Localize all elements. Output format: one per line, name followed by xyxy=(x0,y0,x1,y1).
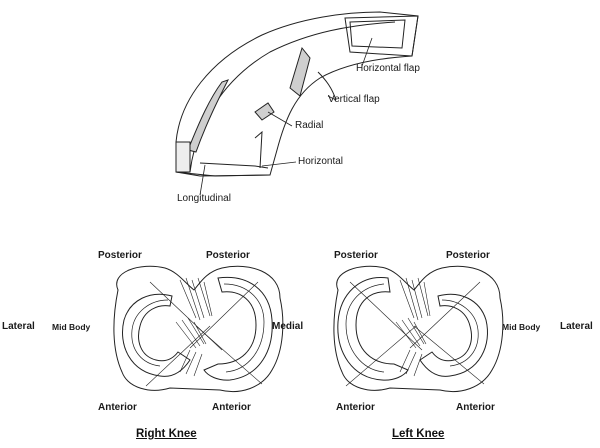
left-knee-anterior-right: Anterior xyxy=(456,402,495,413)
left-knee-title: Left Knee xyxy=(392,428,445,440)
right-knee-title: Right Knee xyxy=(136,428,197,440)
right-knee-posterior-left: Posterior xyxy=(98,250,142,261)
label-horizontal: Horizontal xyxy=(298,156,344,167)
left-knee-mid-body: Mid Body xyxy=(502,322,541,332)
label-radial: Radial xyxy=(295,120,324,131)
medial-meniscus xyxy=(338,277,408,380)
leader-horizontal xyxy=(262,162,296,166)
radial-tear-shape xyxy=(255,103,274,120)
right-knee-medial: Medial xyxy=(272,321,304,332)
right-knee-drawing xyxy=(114,266,283,391)
cross-section-face xyxy=(176,142,190,172)
right-knee-posterior-right: Posterior xyxy=(206,250,250,261)
label-vertical-flap: Vertical flap xyxy=(328,94,380,105)
left-knee-anterior-left: Anterior xyxy=(336,402,375,413)
left-knee-posterior-left: Posterior xyxy=(334,250,378,261)
label-longitudinal: Longitudinal xyxy=(177,193,231,204)
left-knee-drawing xyxy=(334,266,503,391)
horizontal-tear-shape xyxy=(200,163,268,168)
right-knee-mid-body: Mid Body xyxy=(52,322,91,332)
longitudinal-tear-shape xyxy=(188,80,228,152)
right-knee-lateral: Lateral xyxy=(2,321,35,332)
lateral-meniscus xyxy=(123,294,191,376)
left-knee-lateral: Lateral xyxy=(560,321,593,332)
leader-longitudinal xyxy=(200,165,205,195)
label-horizontal-flap: Horizontal flap xyxy=(356,63,420,74)
medial-meniscus xyxy=(204,277,272,380)
leader-radial xyxy=(268,112,292,126)
right-knee-anterior-right: Anterior xyxy=(212,402,251,413)
left-knee-posterior-right: Posterior xyxy=(446,250,490,261)
right-knee-anterior-left: Anterior xyxy=(98,402,137,413)
